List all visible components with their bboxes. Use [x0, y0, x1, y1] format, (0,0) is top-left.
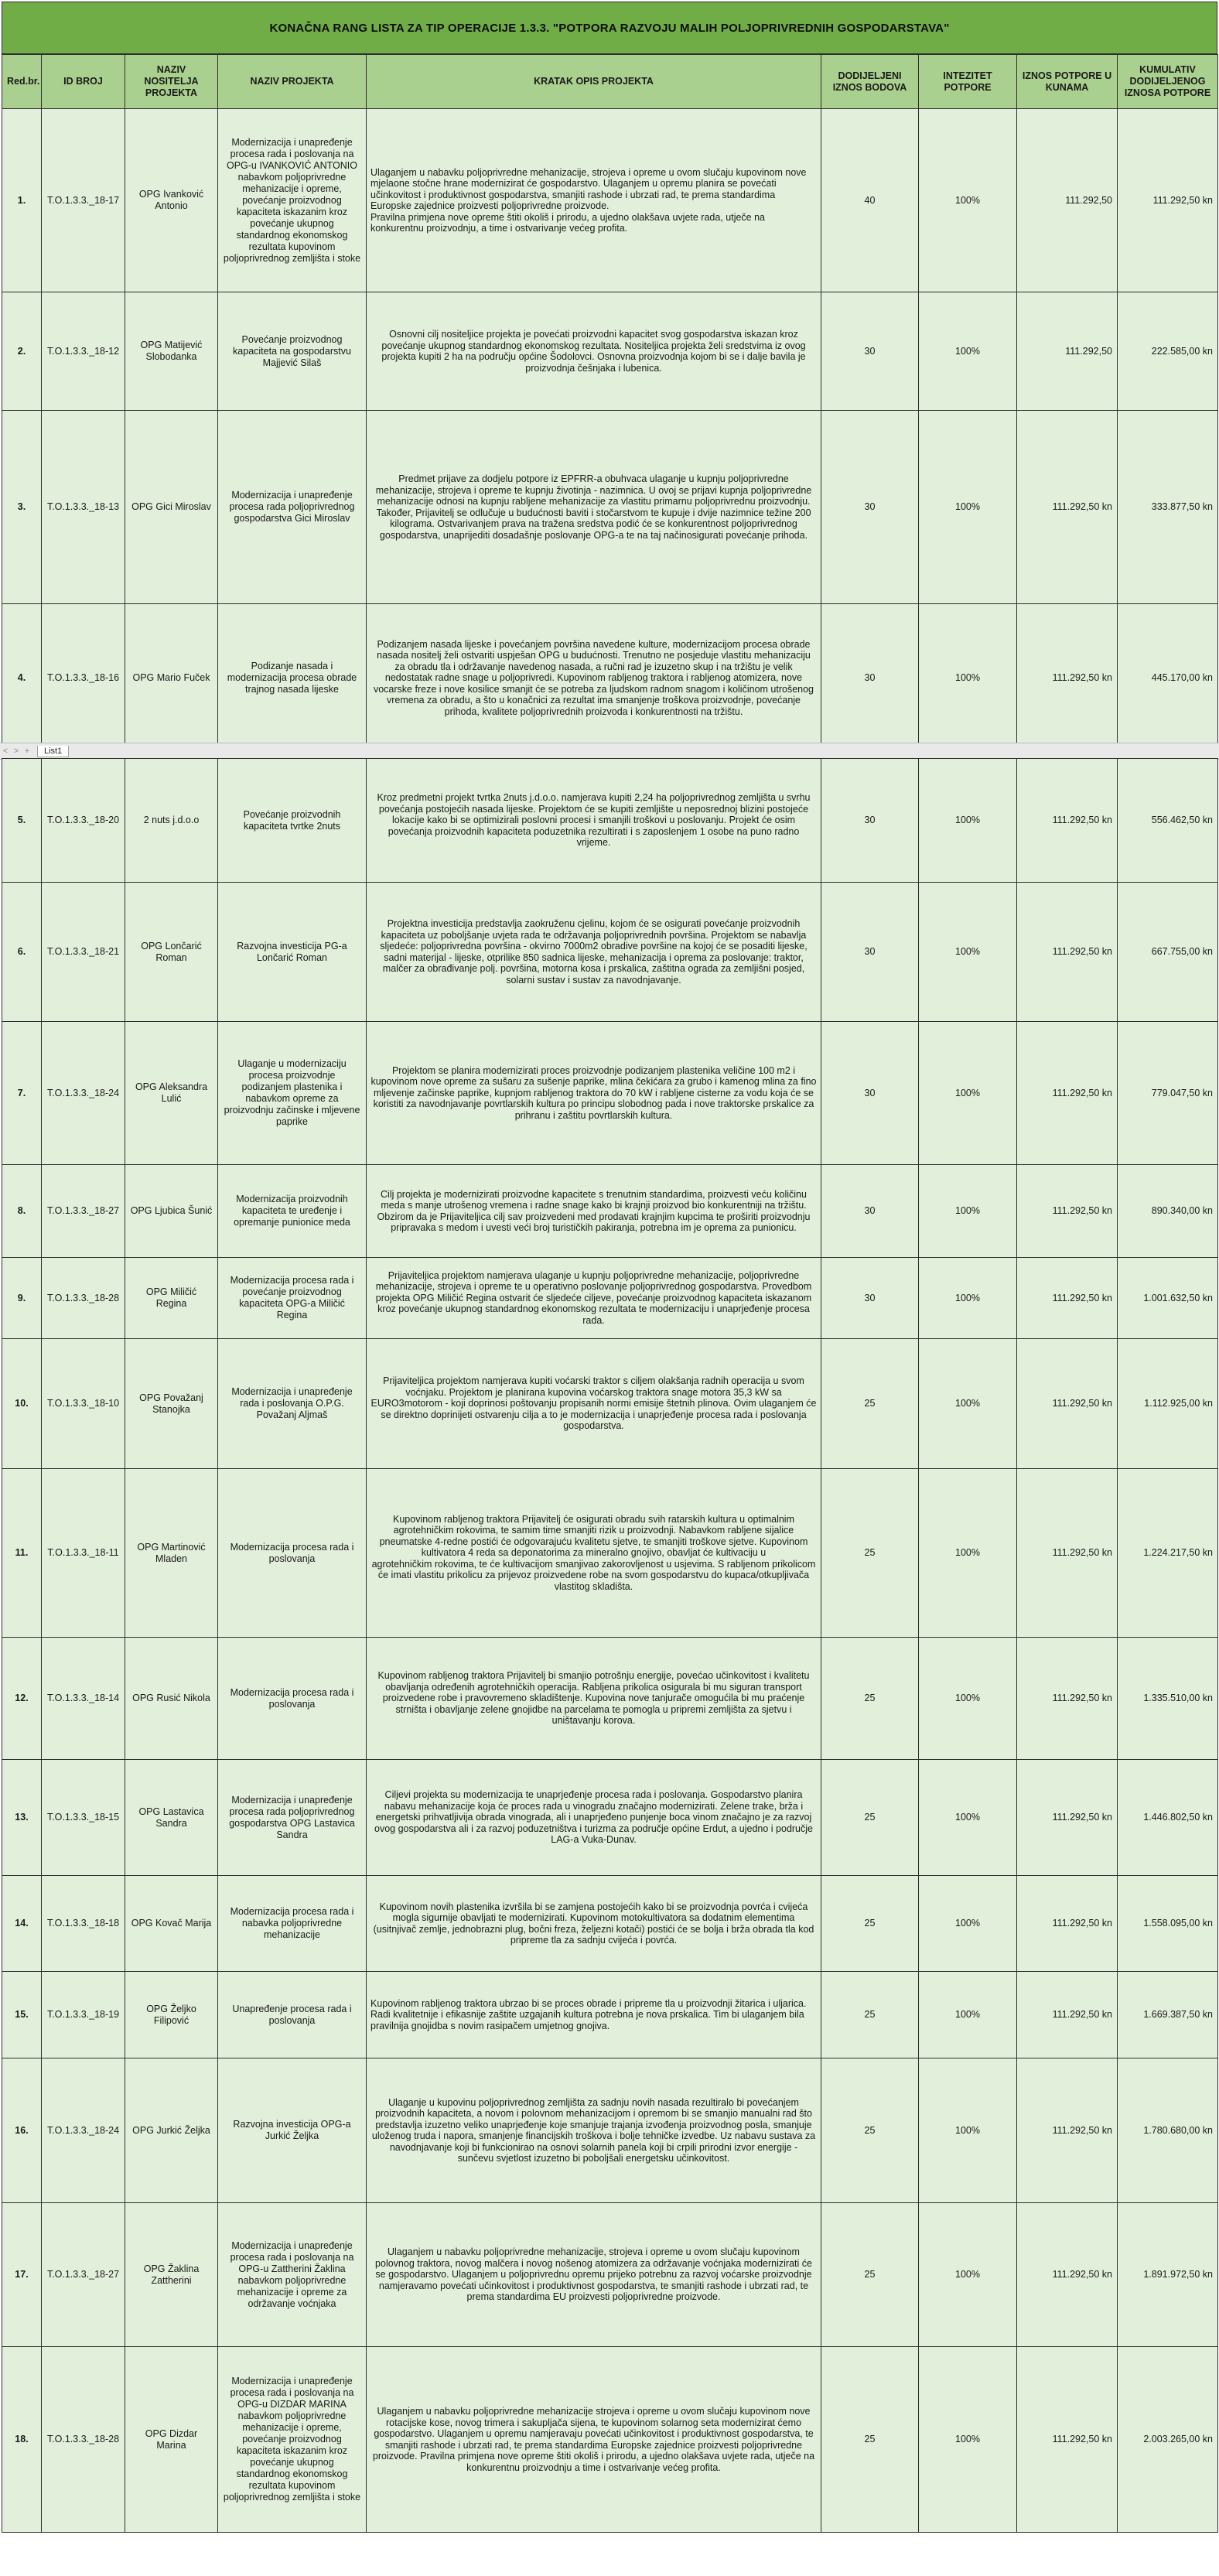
holder-cell[interactable]: OPG Mario Fuček	[125, 604, 218, 753]
rank-cell[interactable]: 4.	[2, 604, 42, 753]
table-row	[2, 1638, 1218, 1760]
table-row	[2, 1165, 1218, 1258]
rank-cell[interactable]: 13.	[2, 1760, 42, 1876]
id-cell[interactable]: T.O.1.3.3._18-13	[42, 411, 125, 604]
intensity-cell[interactable]: 100%	[919, 1469, 1017, 1638]
points-cell[interactable]: 30	[821, 411, 919, 604]
holder-cell[interactable]: OPG Željko Filipović	[125, 1972, 218, 2058]
description-cell[interactable]: Ciljevi projekta su modernizacija te unaprjeđenje procesa rada i poslovanja. Gospodarstvo planira nabavu mehanizacije koja će proces rada u vinogradu značajno modernizirati. Zelene trake, brža i energetski prihvatljivija obrada vinograda, ali i unaprjeđeno punjenje boca vinom značajno je za razvoj ovog gospodarstva ali i za razvoj poduzetništva i turizma za područje općine Erdut, a ujedno i područje LAG-a Vuka-Dunav.	[367, 1760, 821, 1876]
points-cell[interactable]: 25	[821, 1876, 919, 1972]
rank-cell[interactable]: 7.	[2, 1022, 42, 1165]
cumulative-cell[interactable]: 1.558.095,00 kn	[1118, 1876, 1218, 1972]
points-cell[interactable]: 25	[821, 1972, 919, 2058]
intensity-cell[interactable]: 100%	[919, 1258, 1017, 1339]
table-row	[2, 2203, 1218, 2347]
project-name-cell[interactable]: Ulaganje u modernizaciju procesa proizvodnje podizanjem plastenika i nabavkom opreme za proizvodnju začinske i mljevene paprike	[218, 1022, 367, 1165]
rank-cell[interactable]: 5.	[2, 759, 42, 883]
points-cell[interactable]: 30	[821, 1165, 919, 1258]
header-opis[interactable]: KRATAK OPIS PROJEKTA	[367, 55, 821, 109]
table-row	[2, 1876, 1218, 1972]
cumulative-cell[interactable]: 1.780.680,00 kn	[1118, 2058, 1218, 2203]
table-row	[2, 1258, 1218, 1339]
intensity-cell[interactable]: 100%	[919, 2058, 1017, 2203]
cumulative-cell[interactable]: 1.891.972,50 kn	[1118, 2203, 1218, 2347]
intensity-cell[interactable]: 100%	[919, 1760, 1017, 1876]
cumulative-cell[interactable]: 445.170,00 kn	[1118, 604, 1218, 753]
amount-cell[interactable]: 111.292,50 kn	[1017, 759, 1118, 883]
table-row	[2, 1022, 1218, 1165]
amount-cell[interactable]: 111.292,50 kn	[1017, 604, 1118, 753]
amount-cell[interactable]: 111.292,50 kn	[1017, 2203, 1118, 2347]
header-kumulativ[interactable]: KUMULATIV DODIJELJENOG IZNOSA POTPORE	[1118, 55, 1218, 109]
cumulative-cell[interactable]: 556.462,50 kn	[1118, 759, 1218, 883]
description-cell[interactable]: Podizanjem nasada lijeske i povećanjem površina navedene kulture, modernizacijom procesa obrade nasada nositelj želi ostvariti uspješan OPG u budućnosti. Trenutno ne posjeduje vlastitu mehanizaciju za obradu tla i održavanje navedenog nasada, a ručni rad je izuzetno skup i na tržištu je velik nedostatak radne snage u poljoprivredi. Kupovinom rabljenog traktora i rabljenog atomizera, nove vocarske freze i nove kosilice smanjit će se potreba za ljudskom radnom snagom i količinom utrošenog vremena za obradu, a što u konačnici za rezultat ima smanjenje troškova proizvodnje, povećanje prihoda, kvalitete poljoprivrednih proizvoda i konkurentnosti na tržištu.	[367, 604, 821, 753]
id-cell[interactable]: T.O.1.3.3._18-27	[42, 2203, 125, 2347]
id-cell[interactable]: T.O.1.3.3._18-17	[42, 109, 125, 292]
points-cell[interactable]: 25	[821, 2347, 919, 2533]
points-cell[interactable]: 30	[821, 1258, 919, 1339]
intensity-cell[interactable]: 100%	[919, 604, 1017, 753]
table-row	[2, 292, 1218, 411]
points-cell[interactable]: 30	[821, 883, 919, 1022]
table-row	[2, 2058, 1218, 2203]
cumulative-cell[interactable]: 1.335.510,00 kn	[1118, 1638, 1218, 1760]
id-cell[interactable]: T.O.1.3.3._18-11	[42, 1469, 125, 1638]
holder-cell[interactable]: OPG Lončarić Roman	[125, 883, 218, 1022]
points-cell[interactable]: 25	[821, 2203, 919, 2347]
cumulative-cell[interactable]: 111.292,50 kn	[1118, 109, 1218, 292]
id-cell[interactable]: T.O.1.3.3._18-15	[42, 1760, 125, 1876]
holder-cell[interactable]: OPG Rusić Nikola	[125, 1638, 218, 1760]
id-cell[interactable]: T.O.1.3.3._18-24	[42, 1022, 125, 1165]
rank-cell[interactable]: 6.	[2, 883, 42, 1022]
rank-cell[interactable]: 2.	[2, 292, 42, 411]
rank-cell[interactable]: 17.	[2, 2203, 42, 2347]
sheet-tab-list1[interactable]: List1	[37, 746, 69, 757]
intensity-cell[interactable]: 100%	[919, 1972, 1017, 2058]
cumulative-cell[interactable]: 1.224.217,50 kn	[1118, 1469, 1218, 1638]
sheet-prev-icon[interactable]: <	[2, 746, 9, 756]
holder-cell[interactable]: OPG Matijević Slobodanka	[125, 292, 218, 411]
holder-cell[interactable]: OPG Miličić Regina	[125, 1258, 218, 1339]
amount-cell[interactable]: 111.292,50 kn	[1017, 1469, 1118, 1638]
id-cell[interactable]: T.O.1.3.3._18-18	[42, 1876, 125, 1972]
amount-cell[interactable]: 111.292,50 kn	[1017, 1165, 1118, 1258]
rank-cell[interactable]: 8.	[2, 1165, 42, 1258]
cumulative-cell[interactable]: 1.001.632,50 kn	[1118, 1258, 1218, 1339]
intensity-cell[interactable]: 100%	[919, 883, 1017, 1022]
holder-cell[interactable]: OPG Jurkić Željka	[125, 2058, 218, 2203]
cumulative-cell[interactable]: 1.446.802,50 kn	[1118, 1760, 1218, 1876]
id-cell[interactable]: T.O.1.3.3._18-28	[42, 2347, 125, 2533]
description-cell[interactable]: Ulaganje u kupovinu poljoprivrednog zemljišta za sadnju novih nasada rezultiralo bi povećanjem proizvodnih kapaciteta, a novom i polovnom mehanizacijom i opremom bi se smanjio manualni rad što predstavlja izuzetno veliko unaprjeđenje koje smanjuje trajanja izvođenja proizvodnog posla, smanjuje uloženog truda i napora, smanjenje financijskih troškova i bolje tehničke izvedbe. Uz nabavu sustava za navodnjavanje koji bi funkcionirao na osnovi solarnih panela koji bi crpili prirodni izvor energije - sunčevu svjetlost izuzetno bi poboljšali energetsku učinkovitost.	[367, 2058, 821, 2203]
rank-cell[interactable]: 12.	[2, 1638, 42, 1760]
holder-cell[interactable]: OPG Lastavica Sandra	[125, 1760, 218, 1876]
description-cell[interactable]: Kupovinom novih plastenika izvršila bi se zamjena postojećih kako bi se proizvodnja povrća i cvijeća mogla sigurnije obavljati te modernizirati. Kupovinom motokultivatora sa dodatnim elementima (usitnjivač zemlje, jednobrazni plug, bočni freza, željezni kotači) postići će se bolja i brža obrada tla kod pripreme tla za sadnju cvijeća i povrća.	[367, 1876, 821, 1972]
description-cell[interactable]: Prijaviteljica projektom namjerava kupiti voćarski traktor s ciljem olakšanja radnih operacija u svom voćnjaku. Projektom je planirana kupovina voćarskog traktora snage motora 35,3 kW sa EURO3motorom - koji doprinosi poštovanju propisanih normi emisije štetnih plinova. Ovim ulaganjem će se direktno doprinijeti ostvarenju cilja a to je modernizacija i unaprjeđenje procesa rada i poslovanja gospodarstva.	[367, 1339, 821, 1469]
holder-cell[interactable]: 2 nuts j.d.o.o	[125, 759, 218, 883]
amount-cell[interactable]: 111.292,50	[1017, 109, 1118, 292]
id-cell[interactable]: T.O.1.3.3._18-28	[42, 1258, 125, 1339]
header-nositelj[interactable]: NAZIV NOSITELJA PROJEKTA	[125, 55, 218, 109]
holder-cell[interactable]: OPG Žaklina Zattherini	[125, 2203, 218, 2347]
intensity-cell[interactable]: 100%	[919, 1165, 1017, 1258]
points-cell[interactable]: 25	[821, 1760, 919, 1876]
header-naziv-projekta[interactable]: NAZIV PROJEKTA	[218, 55, 367, 109]
holder-cell[interactable]: OPG Ljubica Šunić	[125, 1165, 218, 1258]
description-cell[interactable]: Ulaganjem u nabavku poljoprivredne mehanizacije, strojeva i opreme u ovom slučaju kupovinom polovnog traktora, novog malčera i novog nošenog atomizera za održavanje voćnjaka modernizirati će se gospodarstvo. Ulaganjem u poljoprivrednu opremu prijeko potrebnu za razvoj voćarske proizvodnje namjeravamo povećati učinkovitost i produktivnost gospodarstva, te smanjiti rashode i ubrzati rad, te prema standardima EU proizvesti poljoprivredne proizvode.	[367, 2203, 821, 2347]
holder-cell[interactable]: OPG Ivanković Antonio	[125, 109, 218, 292]
table-row	[2, 1760, 1218, 1876]
project-name-cell[interactable]: Unapređenje procesa rada i poslovanja	[218, 1972, 367, 2058]
project-name-cell[interactable]: Modernizacija i unapređenje procesa rada poljoprivrednog gospodarstva Gici Miroslav	[218, 411, 367, 604]
sheet-title: KONAČNA RANG LISTA ZA TIP OPERACIJE 1.3.3. "POTPORA RAZVOJU MALIH POLJOPRIVREDNIH GOSPODARSTAVA"	[2, 2, 1217, 54]
rank-cell[interactable]: 16.	[2, 2058, 42, 2203]
sheet-add-icon[interactable]: +	[24, 746, 30, 756]
amount-cell[interactable]: 111.292,50 kn	[1017, 883, 1118, 1022]
points-cell[interactable]: 30	[821, 1022, 919, 1165]
table-row	[2, 604, 1218, 753]
points-cell[interactable]: 25	[821, 1469, 919, 1638]
description-cell[interactable]: Predmet prijave za dodjelu potpore iz EPFRR-a obuhvaca ulaganje u kupnju poljoprivredne mehanizacije, strojeva i opreme te kupnju životinja - nazimnica. U ovoj se prijavi kupnja poljoprivredne mehanizacije odnosi na kupnju rabljene mehanizacije za vlastitu primarnu poljoprivrednu proizvodnju. Također, Prijavitelj se odlučuje u budućnosti baviti i stočarstvom te kupuje i dvije nazimnice težine 200 kilograma. Ostvarivanjem prava na tražena sredstva podić će se konkurentnost poljoprivrednog gospodarstva, unaprijediti dosadašnje poslovanje OPG-a te na taj načinosigurati povećanje prihoda.	[367, 411, 821, 604]
holder-cell[interactable]: OPG Dizdar Marina	[125, 2347, 218, 2533]
cumulative-cell[interactable]: 1.669.387,50 kn	[1118, 1972, 1218, 2058]
amount-cell[interactable]: 111.292,50 kn	[1017, 1876, 1118, 1972]
intensity-cell[interactable]: 100%	[919, 1022, 1017, 1165]
description-cell[interactable]: Cilj projekta je modernizirati proizvodne kapacitete s trenutnim standardima, proizvesti veću količinu meda s manje utrošenog vremena i radne snage kako bi krajnji proizvod bio konkurentniji na tržištu. Obzirom da je Prijaviteljica cilj sav proizvedeni med prodavati krajnjim kupcima te proširiti proizvodnju pripravaka s medom i uvesti veći broj turističkih pakiranja, potrebna im je oprema za punionicu.	[367, 1165, 821, 1258]
amount-cell[interactable]: 111.292,50	[1017, 292, 1118, 411]
points-cell[interactable]: 40	[821, 109, 919, 292]
project-name-cell[interactable]: Modernizacija i unapređenje rada i poslovanja O.P.G. Považanj Aljmaš	[218, 1339, 367, 1469]
intensity-cell[interactable]: 100%	[919, 1638, 1017, 1760]
amount-cell[interactable]: 111.292,50 kn	[1017, 1022, 1118, 1165]
amount-cell[interactable]: 111.292,50 kn	[1017, 1972, 1118, 2058]
id-cell[interactable]: T.O.1.3.3._18-12	[42, 292, 125, 411]
description-cell[interactable]: Projektom se planira modernizirati proces proizvodnje podizanjem plastenika veličine 100 m2 i kupovinom nove opreme za sušaru za sušenje paprike, mlina čekićara za grubo i kamenog mlina za fino mljevenje začinske paprike, kupnjom rabljenog traktora do 70 kW i rabljene cisterne za vodu koja će se koristiti za navodnjavanje povrtlarskih kultura po principu slobodnog pada i nove traktorske prskalice za prihranu i zaštitu povrtlarskih kultura.	[367, 1022, 821, 1165]
holder-cell[interactable]: OPG Kovač Marija	[125, 1876, 218, 1972]
cumulative-cell[interactable]: 1.112.925,00 kn	[1118, 1339, 1218, 1469]
rank-cell[interactable]: 9.	[2, 1258, 42, 1339]
cumulative-cell[interactable]: 667.755,00 kn	[1118, 883, 1218, 1022]
project-name-cell[interactable]: Razvojna investicija PG-a Lončarić Roman	[218, 883, 367, 1022]
project-name-cell[interactable]: Modernizacija i unapređenje procesa rada i poslovanja na OPG-u IVANKOVIĆ ANTONIO nabavkom poljoprivredne mehanizacije i opreme, povećanje proizvodnog kapaciteta iskazanim kroz povećanje ukupnog standardnog ekonomskog rezultata kupovinom poljoprivrednog zemljišta i stoke	[218, 109, 367, 292]
intensity-cell[interactable]: 100%	[919, 2203, 1017, 2347]
table-row	[2, 1972, 1218, 2058]
description-cell[interactable]: Kupovinom rabljenog traktora Prijavitelj bi smanjio potrošnju energije, povećao učinkovitost i kvalitetu obavljanja određenih agrotehničkih operacija. Rabljena prikolica osigurala bi mu siguran transport proizvedene robe i pravovremeno skladištenje. Kupovina nove tanjurače omogućila bi mu praćenje strništa i obavljanje zelene gnojidbe na parcelama te pomogla u pripremi zemljišta za sjetvu i uništavanju korova.	[367, 1638, 821, 1760]
table-row	[2, 411, 1218, 604]
points-cell[interactable]: 25	[821, 2058, 919, 2203]
holder-cell[interactable]: OPG Považanj Stanojka	[125, 1339, 218, 1469]
amount-cell[interactable]: 111.292,50 kn	[1017, 2347, 1118, 2533]
rank-cell[interactable]: 3.	[2, 411, 42, 604]
description-cell[interactable]: Prijaviteljica projektom namjerava ulaganje u kupnju poljoprivredne mehanizacije, poljoprivredne mehanizacije, strojeva i opreme te u operativno poslovanje poljoprivrednog gospodarstva. Provedbom projekta OPG Miličić Regina ostvarit će sljedeće ciljeve, povećanje proizvodnog kapaciteta iskazanom kroz povećanje ukupnog standardnog ekonomskog rezultata te modernizaciju i unaprjeđenje procesa rada.	[367, 1258, 821, 1339]
rank-table	[2, 54, 1218, 753]
id-cell[interactable]: T.O.1.3.3._18-14	[42, 1638, 125, 1760]
header-id-broj[interactable]: ID BROJ	[42, 55, 125, 109]
id-cell[interactable]: T.O.1.3.3._18-21	[42, 883, 125, 1022]
table-row	[2, 759, 1218, 883]
header-intenzitet[interactable]: INTEZITET POTPORE	[919, 55, 1017, 109]
description-cell[interactable]: Osnovni cilj nositeljice projekta je povećati proizvodni kapacitet svog gospodarstva iskazan kroz povećanje ukupnog standardnog ekonomskog rezultata. Nositeljica projekta želi sredstvima iz ovog projekta kupiti 2 ha na području općine Šodolovci. Osnovna proizvodnja kojom bi se i dalje bavila je proizvodnja češnjaka i lubenica.	[367, 292, 821, 411]
points-cell[interactable]: 30	[821, 759, 919, 883]
rank-cell[interactable]: 18.	[2, 2347, 42, 2533]
table-row	[2, 109, 1218, 292]
amount-cell[interactable]: 111.292,50 kn	[1017, 2058, 1118, 2203]
intensity-cell[interactable]: 100%	[919, 109, 1017, 292]
id-cell[interactable]: T.O.1.3.3._18-27	[42, 1165, 125, 1258]
header-red-br[interactable]: Red.br.	[2, 55, 42, 109]
intensity-cell[interactable]: 100%	[919, 759, 1017, 883]
points-cell[interactable]: 25	[821, 1638, 919, 1760]
description-cell[interactable]: Projektna investicija predstavlja zaokruženu cjelinu, kojom će se osigurati povećanje proizvodnih kapaciteta uz poboljšanje uvjeta rada te održavanja poljoprivrednih površina. Projektom se nabavlja sljedeće: poljoprivredna površina - okvirno 7000m2 obradive površine na kojoj će se posaditi lijeske, sadni materijal - lijeske, otprilike 850 sadnica lijeske, mehanizacija i oprema za poslovanje: traktor, malčer za obrađivanje polj. površina, motorna kosa i prskalica, zaštitna ograda za zemljišni posjed, solarni sustav i sustav za navodnjavanje.	[367, 883, 821, 1022]
rank-cell[interactable]: 15.	[2, 1972, 42, 2058]
points-cell[interactable]: 25	[821, 1339, 919, 1469]
rank-cell[interactable]: 1.	[2, 109, 42, 292]
points-cell[interactable]: 30	[821, 292, 919, 411]
sheet-tab-bar	[0, 743, 1219, 760]
intensity-cell[interactable]: 100%	[919, 292, 1017, 411]
project-name-cell[interactable]: Modernizacija i unapređenje procesa rada i poslovanja na OPG-u DIZDAR MARINA nabavkom poljoprivredne mehanizacije i opreme, povećanje proizvodnog kapaciteta iskazanim kroz povećanje ukupnog standardnog ekonomskog rezultata kupovinom poljoprivrednog zemljišta i stoke	[218, 2347, 367, 2533]
project-name-cell[interactable]: Razvojna investicija OPG-a Jurkić Željka	[218, 2058, 367, 2203]
table-row	[2, 2347, 1218, 2533]
sheet-next-icon[interactable]: >	[13, 746, 19, 756]
intensity-cell[interactable]: 100%	[919, 1876, 1017, 1972]
project-name-cell[interactable]: Modernizacija procesa rada i poslovanja	[218, 1469, 367, 1638]
intensity-cell[interactable]: 100%	[919, 2347, 1017, 2533]
id-cell[interactable]: T.O.1.3.3._18-20	[42, 759, 125, 883]
description-cell[interactable]: Kupovinom rabljenog traktora Prijavitelj će osigurati obradu svih ratarskih kultura u optimalnim agrotehničkim rokovima, te samim time smanjiti rizik u proizvodnji. Nabavkom rabljene sijalice pneumatske 4-redne postići će odgovarajuću kvalitetu sjetve, te smanjiti troškove sjetve. Kupovinom kultivatora 4 reda sa deponatorima za mineralno gnojivo, obavljat će kultivaciju u agrotehničkim rokovima, te će kultivacijom smanjivao zakorovljenost u usjevima. S rabljenom prikolicom će imati vlastitu prikolicu za prijevoz proizvedene robe na svom gospodarstvu do kupaca/otkupljivača vlastitog skladišta.	[367, 1469, 821, 1638]
amount-cell[interactable]: 111.292,50 kn	[1017, 1760, 1118, 1876]
cumulative-cell[interactable]: 333.877,50 kn	[1118, 411, 1218, 604]
project-name-cell[interactable]: Modernizacija procesa rada i povećanje proizvodnog kapaciteta OPG-a Miličić Regina	[218, 1258, 367, 1339]
description-cell[interactable]: Kroz predmetni projekt tvrtka 2nuts j.d.o.o. namjerava kupiti 2,24 ha poljoprivrednog zemljišta u svrhu povećanja postojećih nasada lijeske. Projektom će se kupiti zemljište u neposrednoj blizini postojeće lokacije kako bi se optimizirali poslovni procesi i smanjili troškovi u poslovanju. Projekt će osim povećanja proizvodnih kapaciteta poduzetnika rezultirati i s zaposlenjem 1 osobe na puno radno vrijeme.	[367, 759, 821, 883]
project-name-cell[interactable]: Povećanje proizvodnih kapaciteta tvrtke 2nuts	[218, 759, 367, 883]
rank-table-continued	[2, 758, 1218, 2533]
project-name-cell[interactable]: Modernizacija procesa rada i poslovanja	[218, 1638, 367, 1760]
project-name-cell[interactable]: Modernizacija i unapređenje procesa rada i poslovanja na OPG-u Zattherini Žaklina nabavkom poljoprivredne mehanizacije i opreme za održavanje voćnjaka	[218, 2203, 367, 2347]
cumulative-cell[interactable]: 2.003.265,00 kn	[1118, 2347, 1218, 2533]
cumulative-cell[interactable]: 890.340,00 kn	[1118, 1165, 1218, 1258]
project-name-cell[interactable]: Modernizacija proizvodnih kapaciteta te uređenje i opremanje punionice meda	[218, 1165, 367, 1258]
header-bodovi[interactable]: DODIJELJENI IZNOS BODOVA	[821, 55, 919, 109]
project-name-cell[interactable]: Povećanje proizvodnog kapaciteta na gospodarstvu Majjević Silaš	[218, 292, 367, 411]
table-row	[2, 1469, 1218, 1638]
table-row	[2, 1339, 1218, 1469]
intensity-cell[interactable]: 100%	[919, 1339, 1017, 1469]
id-cell[interactable]: T.O.1.3.3._18-16	[42, 604, 125, 753]
description-cell[interactable]: Ulaganjem u nabavku poljoprivredne mehanizacije, strojeva i opreme u ovom slučaju kupovinom nove mjelaone stočne hrane modernizirat će gospodarstvo. Ulaganjem u opremu planira se povećati učinkovitost i produktivnost gospodarstva, smanjiti rashode i ubrzati rad, te prema standardima Europske zajednice proizvesti poljoprivredne proizvode. Pravilna primjena nove opreme štiti okoliš i prirodu, a ujedno olakšava uvjete rada, utječe na konkurentnu proizvodnju, a time i ostvarivanje većeg profita.	[367, 109, 821, 292]
description-cell[interactable]: Kupovinom rabljenog traktora ubrzao bi se proces obrade i pripreme tla u proizvodnji žitarica i uljarica. Radi kvalitetnije i efikasnije zaštite uzgajanih kultura potrebna je nova prskalica. Tim bi ulaganjem bila pravilnija gnojidba s novim rasipačem umjetnog gnojiva.	[367, 1972, 821, 2058]
project-name-cell[interactable]: Modernizacija i unapređenje procesa rada poljoprivrednog gospodarstva OPG Lastavica Sandra	[218, 1760, 367, 1876]
intensity-cell[interactable]: 100%	[919, 411, 1017, 604]
holder-cell[interactable]: OPG Gici Miroslav	[125, 411, 218, 604]
project-name-cell[interactable]: Modernizacija procesa rada i nabavka poljoprivredne mehanizacije	[218, 1876, 367, 1972]
holder-cell[interactable]: OPG Martinović Mladen	[125, 1469, 218, 1638]
amount-cell[interactable]: 111.292,50 kn	[1017, 1638, 1118, 1760]
description-cell[interactable]: Ulaganjem u nabavku poljoprivredne mehanizacije strojeva i opreme u ovom slučaju kupovinom nove rotacijske kose, novog trimera i sakupljača sijena, te kupovinom solarnog seta modernizirat ćemo gospodarstvo. Ulaganjem u opremu namjeravaju povećati učinkovitost i produktivnost gospodarstva, te smanjiti rashode i ubrzati rad, te prema standardima Europske zajednice proizvesti poljoprivredne proizvode. Pravilna primjena nove opreme štiti okoliš i prirodu, a ujedno olakšava uvjete rada, utječe na konkurentnu proizvodnju a time i ostvarivanje većeg profita.	[367, 2347, 821, 2533]
header-iznos[interactable]: IZNOS POTPORE U KUNAMA	[1017, 55, 1118, 109]
points-cell[interactable]: 30	[821, 604, 919, 753]
amount-cell[interactable]: 111.292,50 kn	[1017, 1339, 1118, 1469]
id-cell[interactable]: T.O.1.3.3._18-10	[42, 1339, 125, 1469]
rank-cell[interactable]: 11.	[2, 1469, 42, 1638]
amount-cell[interactable]: 111.292,50 kn	[1017, 1258, 1118, 1339]
amount-cell[interactable]: 111.292,50 kn	[1017, 411, 1118, 604]
table-row	[2, 883, 1218, 1022]
id-cell[interactable]: T.O.1.3.3._18-19	[42, 1972, 125, 2058]
project-name-cell[interactable]: Podizanje nasada i modernizacija procesa obrade trajnog nasada lijeske	[218, 604, 367, 753]
id-cell[interactable]: T.O.1.3.3._18-24	[42, 2058, 125, 2203]
cumulative-cell[interactable]: 779.047,50 kn	[1118, 1022, 1218, 1165]
rank-cell[interactable]: 10.	[2, 1339, 42, 1469]
rank-cell[interactable]: 14.	[2, 1876, 42, 1972]
header-row	[2, 55, 1218, 109]
holder-cell[interactable]: OPG Aleksandra Lulić	[125, 1022, 218, 1165]
cumulative-cell[interactable]: 222.585,00 kn	[1118, 292, 1218, 411]
